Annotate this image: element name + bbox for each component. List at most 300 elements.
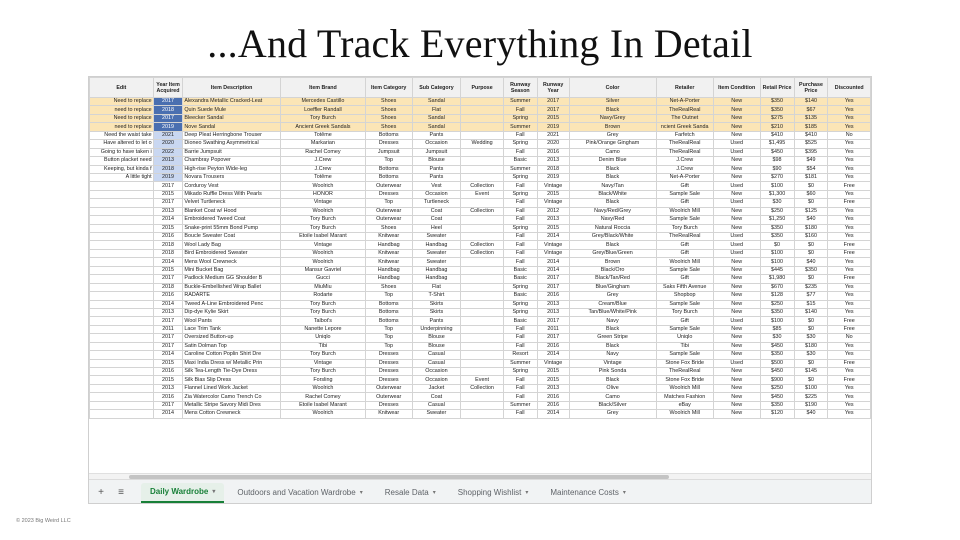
column-header[interactable]: Sub Category bbox=[412, 78, 461, 98]
cell-edit[interactable] bbox=[90, 182, 154, 190]
cell-purpose[interactable] bbox=[461, 114, 503, 122]
cell-purchase[interactable]: $410 bbox=[794, 131, 828, 139]
cell-purpose[interactable] bbox=[461, 393, 503, 401]
cell-desc[interactable]: Silk Tea-Length Tie-Dye Dress bbox=[183, 368, 281, 376]
cell-color[interactable]: Grey bbox=[569, 131, 656, 139]
cell-brand[interactable]: Woolrich bbox=[280, 182, 365, 190]
cell-desc[interactable]: Bleecker Sandal bbox=[183, 114, 281, 122]
cell-retail[interactable]: $450 bbox=[760, 393, 794, 401]
cell-purchase[interactable]: $125 bbox=[794, 207, 828, 215]
cell-purchase[interactable]: $77 bbox=[794, 292, 828, 300]
cell-purpose[interactable]: Collection bbox=[461, 182, 503, 190]
cell-cond[interactable]: New bbox=[713, 368, 760, 376]
cell-cat[interactable]: Knitwear bbox=[365, 410, 412, 418]
cell-cat[interactable]: Top bbox=[365, 292, 412, 300]
cell-edit[interactable]: Have altered to let o bbox=[90, 140, 154, 148]
cell-year[interactable]: 2019 bbox=[153, 123, 183, 131]
cell-year[interactable]: 2018 bbox=[153, 249, 183, 257]
cell-cat[interactable]: Top bbox=[365, 325, 412, 333]
cell-disc[interactable]: Yes bbox=[828, 98, 871, 106]
cell-color[interactable]: Grey bbox=[569, 410, 656, 418]
cell-sub[interactable]: Sandal bbox=[412, 114, 461, 122]
cell-year[interactable]: 2014 bbox=[153, 410, 183, 418]
cell-purpose[interactable] bbox=[461, 401, 503, 409]
cell-year[interactable]: 2017 bbox=[153, 199, 183, 207]
cell-color[interactable]: Tan/Blue/White/Pink bbox=[569, 308, 656, 316]
cell-season[interactable]: Fall bbox=[503, 131, 537, 139]
cell-edit[interactable] bbox=[90, 308, 154, 316]
cell-cond[interactable]: New bbox=[713, 123, 760, 131]
cell-disc[interactable]: Yes bbox=[828, 342, 871, 350]
cell-disc[interactable]: Yes bbox=[828, 173, 871, 181]
cell-cond[interactable]: New bbox=[713, 283, 760, 291]
cell-cond[interactable]: New bbox=[713, 131, 760, 139]
cell-season[interactable]: Basic bbox=[503, 275, 537, 283]
cell-season[interactable]: Fall bbox=[503, 376, 537, 384]
cell-purchase[interactable]: $0 bbox=[794, 182, 828, 190]
cell-cond[interactable]: Used bbox=[713, 249, 760, 257]
cell-retail[interactable]: $350 bbox=[760, 98, 794, 106]
cell-brand[interactable]: J.Crew bbox=[280, 165, 365, 173]
cell-retailer[interactable]: Gift bbox=[656, 275, 713, 283]
column-header[interactable]: Purpose bbox=[461, 78, 503, 98]
cell-season[interactable]: Fall bbox=[503, 106, 537, 114]
cell-season[interactable]: Fall bbox=[503, 216, 537, 224]
cell-season[interactable]: Spring bbox=[503, 368, 537, 376]
cell-color[interactable]: Black bbox=[569, 165, 656, 173]
cell-ryear[interactable]: 2018 bbox=[537, 165, 569, 173]
cell-retailer[interactable]: The Outnet bbox=[656, 114, 713, 122]
cell-retail[interactable]: $670 bbox=[760, 283, 794, 291]
cell-desc[interactable]: Embroidered Tweed Coat bbox=[183, 216, 281, 224]
cell-cond[interactable]: New bbox=[713, 410, 760, 418]
cell-season[interactable]: Summer bbox=[503, 165, 537, 173]
cell-desc[interactable]: Caroline Cotton Poplin Shirt Dre bbox=[183, 351, 281, 359]
cell-cat[interactable]: Dresses bbox=[365, 140, 412, 148]
cell-sub[interactable]: Occasion bbox=[412, 190, 461, 198]
cell-retail[interactable]: $350 bbox=[760, 401, 794, 409]
cell-purpose[interactable] bbox=[461, 275, 503, 283]
cell-retailer[interactable]: Sample Sale bbox=[656, 216, 713, 224]
cell-cat[interactable]: Handbag bbox=[365, 275, 412, 283]
cell-disc[interactable]: Yes bbox=[828, 224, 871, 232]
cell-year[interactable]: 2015 bbox=[153, 190, 183, 198]
cell-ryear[interactable]: 2017 bbox=[537, 317, 569, 325]
cell-sub[interactable]: Pants bbox=[412, 131, 461, 139]
cell-season[interactable]: Fall bbox=[503, 342, 537, 350]
cell-cat[interactable]: Bottoms bbox=[365, 173, 412, 181]
cell-edit[interactable]: need to replace bbox=[90, 106, 154, 114]
cell-purpose[interactable] bbox=[461, 165, 503, 173]
cell-edit[interactable]: Need to replace bbox=[90, 114, 154, 122]
cell-purchase[interactable]: $180 bbox=[794, 342, 828, 350]
cell-ryear[interactable]: 2017 bbox=[537, 283, 569, 291]
cell-desc[interactable]: Bird Embroidered Sweater bbox=[183, 249, 281, 257]
cell-retailer[interactable]: Saks Fifth Avenue bbox=[656, 283, 713, 291]
cell-purchase[interactable]: $60 bbox=[794, 190, 828, 198]
cell-disc[interactable]: Yes bbox=[828, 283, 871, 291]
column-header[interactable]: Runway Year bbox=[537, 78, 569, 98]
cell-purchase[interactable]: $0 bbox=[794, 199, 828, 207]
cell-sub[interactable]: Flat bbox=[412, 106, 461, 114]
cell-purpose[interactable] bbox=[461, 325, 503, 333]
cell-cat[interactable]: Dresses bbox=[365, 190, 412, 198]
cell-sub[interactable]: Blouse bbox=[412, 342, 461, 350]
sheet-tab[interactable] bbox=[376, 483, 445, 503]
cell-desc[interactable]: Alexandra Metallic Cracked-Leat bbox=[183, 98, 281, 106]
sheet-tab[interactable] bbox=[228, 483, 371, 503]
cell-edit[interactable] bbox=[90, 393, 154, 401]
cell-year[interactable]: 2014 bbox=[153, 351, 183, 359]
cell-cond[interactable]: New bbox=[713, 401, 760, 409]
cell-year[interactable]: 2014 bbox=[153, 258, 183, 266]
cell-brand[interactable]: Totême bbox=[280, 131, 365, 139]
cell-retailer[interactable]: Woolrich Mill bbox=[656, 384, 713, 392]
cell-year[interactable]: 2014 bbox=[153, 216, 183, 224]
cell-brand[interactable]: Rodarte bbox=[280, 292, 365, 300]
cell-brand[interactable]: Rachel Comey bbox=[280, 393, 365, 401]
cell-year[interactable]: 2016 bbox=[153, 368, 183, 376]
cell-edit[interactable] bbox=[90, 359, 154, 367]
cell-disc[interactable]: Yes bbox=[828, 157, 871, 165]
cell-retailer[interactable]: Uniqlo bbox=[656, 334, 713, 342]
cell-retail[interactable]: $85 bbox=[760, 325, 794, 333]
cell-retail[interactable]: $500 bbox=[760, 359, 794, 367]
cell-retail[interactable]: $450 bbox=[760, 342, 794, 350]
cell-purchase[interactable]: $0 bbox=[794, 275, 828, 283]
cell-desc[interactable]: Flannel Lined Work Jacket bbox=[183, 384, 281, 392]
cell-color[interactable]: Grey bbox=[569, 292, 656, 300]
cell-purchase[interactable]: $181 bbox=[794, 173, 828, 181]
cell-color[interactable]: Grey/Blue/Green bbox=[569, 249, 656, 257]
cell-ryear[interactable]: Vintage bbox=[537, 199, 569, 207]
cell-retailer[interactable]: Gift bbox=[656, 182, 713, 190]
cell-sub[interactable]: Handbag bbox=[412, 275, 461, 283]
cell-edit[interactable] bbox=[90, 233, 154, 241]
cell-disc[interactable]: Yes bbox=[828, 106, 871, 114]
cell-ryear[interactable]: 2015 bbox=[537, 376, 569, 384]
cell-edit[interactable]: A little tight bbox=[90, 173, 154, 181]
cell-cat[interactable]: Top bbox=[365, 199, 412, 207]
cell-retail[interactable]: $450 bbox=[760, 368, 794, 376]
cell-desc[interactable]: Novara Trousers bbox=[183, 173, 281, 181]
cell-ryear[interactable]: 2017 bbox=[537, 275, 569, 283]
cell-brand[interactable]: Loeffler Randall bbox=[280, 106, 365, 114]
cell-ryear[interactable]: 2013 bbox=[537, 157, 569, 165]
cell-cat[interactable]: Bottoms bbox=[365, 131, 412, 139]
cell-edit[interactable]: Need the waist take bbox=[90, 131, 154, 139]
grid-viewport[interactable] bbox=[89, 77, 872, 473]
cell-retailer[interactable]: Sample Sale bbox=[656, 300, 713, 308]
cell-retail[interactable]: $100 bbox=[760, 249, 794, 257]
cell-year[interactable]: 2021 bbox=[153, 131, 183, 139]
cell-edit[interactable] bbox=[90, 325, 154, 333]
cell-retail[interactable]: $1,495 bbox=[760, 140, 794, 148]
cell-brand[interactable]: Woolrich bbox=[280, 249, 365, 257]
cell-desc[interactable]: Barrie Jumpsuit bbox=[183, 148, 281, 156]
cell-retailer[interactable]: TheRealReal bbox=[656, 148, 713, 156]
cell-color[interactable]: Black/Silver bbox=[569, 401, 656, 409]
cell-color[interactable]: Black bbox=[569, 241, 656, 249]
cell-ryear[interactable]: Vintage bbox=[537, 359, 569, 367]
cell-purchase[interactable]: $54 bbox=[794, 165, 828, 173]
cell-ryear[interactable]: 2013 bbox=[537, 300, 569, 308]
cell-ryear[interactable]: 2017 bbox=[537, 334, 569, 342]
cell-cond[interactable]: New bbox=[713, 173, 760, 181]
cell-purchase[interactable]: $185 bbox=[794, 123, 828, 131]
cell-desc[interactable]: Dioneo Swathing Asymmetrical bbox=[183, 140, 281, 148]
cell-desc[interactable]: Zia Watercolor Camo Trench Co bbox=[183, 393, 281, 401]
cell-retailer[interactable]: Matches Fashion bbox=[656, 393, 713, 401]
cell-sub[interactable]: Sweater bbox=[412, 410, 461, 418]
cell-brand[interactable]: Tibi bbox=[280, 342, 365, 350]
cell-cond[interactable]: New bbox=[713, 384, 760, 392]
cell-sub[interactable]: Vest bbox=[412, 182, 461, 190]
cell-disc[interactable]: Yes bbox=[828, 114, 871, 122]
cell-purpose[interactable]: Event bbox=[461, 376, 503, 384]
cell-year[interactable]: 2018 bbox=[153, 106, 183, 114]
cell-sub[interactable]: Pants bbox=[412, 173, 461, 181]
cell-edit[interactable] bbox=[90, 241, 154, 249]
cell-desc[interactable]: Lace Trim Tank bbox=[183, 325, 281, 333]
cell-sub[interactable]: Pants bbox=[412, 317, 461, 325]
cell-season[interactable]: Summer bbox=[503, 123, 537, 131]
cell-year[interactable]: 2015 bbox=[153, 376, 183, 384]
cell-ryear[interactable]: 2014 bbox=[537, 266, 569, 274]
cell-edit[interactable] bbox=[90, 334, 154, 342]
cell-disc[interactable]: Yes bbox=[828, 190, 871, 198]
cell-sub[interactable]: Jumpsuit bbox=[412, 148, 461, 156]
cell-year[interactable]: 2017 bbox=[153, 182, 183, 190]
cell-retailer[interactable]: Shopbop bbox=[656, 292, 713, 300]
cell-disc[interactable]: Free bbox=[828, 199, 871, 207]
cell-retailer[interactable]: Farfetch bbox=[656, 131, 713, 139]
cell-purchase[interactable]: $135 bbox=[794, 114, 828, 122]
cell-sub[interactable]: Sandal bbox=[412, 123, 461, 131]
cell-sub[interactable]: Casual bbox=[412, 359, 461, 367]
cell-retail[interactable]: $900 bbox=[760, 376, 794, 384]
cell-retailer[interactable]: Stone Fox Bride bbox=[656, 376, 713, 384]
cell-purpose[interactable] bbox=[461, 233, 503, 241]
cell-retailer[interactable]: Gift bbox=[656, 199, 713, 207]
cell-retailer[interactable]: Woolrich Mill bbox=[656, 207, 713, 215]
cell-retail[interactable]: $98 bbox=[760, 157, 794, 165]
cell-brand[interactable]: Woolrich bbox=[280, 207, 365, 215]
cell-disc[interactable]: Yes bbox=[828, 233, 871, 241]
cell-purchase[interactable]: $225 bbox=[794, 393, 828, 401]
column-header[interactable]: Retailer bbox=[656, 78, 713, 98]
cell-ryear[interactable]: Vintage bbox=[537, 182, 569, 190]
column-header[interactable]: Year Item Acquired bbox=[153, 78, 183, 98]
cell-retail[interactable]: $410 bbox=[760, 131, 794, 139]
cell-purchase[interactable]: $350 bbox=[794, 266, 828, 274]
cell-retailer[interactable]: TheRealReal bbox=[656, 368, 713, 376]
cell-retail[interactable]: $100 bbox=[760, 258, 794, 266]
column-header[interactable]: Item Description bbox=[183, 78, 281, 98]
cell-season[interactable]: Fall bbox=[503, 182, 537, 190]
cell-sub[interactable]: Coat bbox=[412, 216, 461, 224]
cell-year[interactable]: 2014 bbox=[153, 300, 183, 308]
cell-purchase[interactable]: $0 bbox=[794, 241, 828, 249]
cell-cond[interactable]: New bbox=[713, 275, 760, 283]
cell-purchase[interactable]: $67 bbox=[794, 106, 828, 114]
cell-brand[interactable]: Vintage bbox=[280, 199, 365, 207]
cell-purpose[interactable] bbox=[461, 292, 503, 300]
cell-color[interactable]: Navy/Red bbox=[569, 216, 656, 224]
cell-year[interactable]: 2013 bbox=[153, 157, 183, 165]
cell-cond[interactable]: New bbox=[713, 266, 760, 274]
cell-edit[interactable] bbox=[90, 266, 154, 274]
cell-disc[interactable]: No bbox=[828, 334, 871, 342]
cell-retailer[interactable]: TheRealReal bbox=[656, 106, 713, 114]
cell-ryear[interactable]: 2016 bbox=[537, 401, 569, 409]
cell-purchase[interactable]: $140 bbox=[794, 98, 828, 106]
cell-year[interactable]: 2020 bbox=[153, 140, 183, 148]
cell-cond[interactable]: New bbox=[713, 342, 760, 350]
cell-color[interactable]: Black bbox=[569, 325, 656, 333]
cell-purchase[interactable]: $40 bbox=[794, 410, 828, 418]
cell-cat[interactable]: Dresses bbox=[365, 351, 412, 359]
cell-season[interactable]: Spring bbox=[503, 283, 537, 291]
cell-brand[interactable]: Totême bbox=[280, 173, 365, 181]
cell-retail[interactable]: $100 bbox=[760, 182, 794, 190]
cell-brand[interactable]: Uniqlo bbox=[280, 334, 365, 342]
cell-season[interactable]: Resort bbox=[503, 351, 537, 359]
cell-brand[interactable]: Talbot's bbox=[280, 317, 365, 325]
cell-color[interactable]: Pink Sonda bbox=[569, 368, 656, 376]
cell-ryear[interactable]: 2015 bbox=[537, 114, 569, 122]
cell-cond[interactable]: New bbox=[713, 376, 760, 384]
cell-cond[interactable]: Used bbox=[713, 233, 760, 241]
cell-purchase[interactable]: $15 bbox=[794, 300, 828, 308]
cell-sub[interactable]: Blouse bbox=[412, 334, 461, 342]
cell-retailer[interactable]: eBay bbox=[656, 401, 713, 409]
cell-edit[interactable] bbox=[90, 275, 154, 283]
cell-color[interactable]: Blue/Gingham bbox=[569, 283, 656, 291]
cell-purchase[interactable]: $100 bbox=[794, 384, 828, 392]
cell-ryear[interactable]: Vintage bbox=[537, 241, 569, 249]
cell-sub[interactable]: Handbag bbox=[412, 266, 461, 274]
cell-cond[interactable]: New bbox=[713, 106, 760, 114]
column-header[interactable]: Item Category bbox=[365, 78, 412, 98]
cell-retail[interactable]: $275 bbox=[760, 114, 794, 122]
cell-cat[interactable]: Shoes bbox=[365, 224, 412, 232]
cell-cond[interactable]: New bbox=[713, 114, 760, 122]
cell-sub[interactable]: Jacket bbox=[412, 384, 461, 392]
cell-edit[interactable] bbox=[90, 410, 154, 418]
cell-disc[interactable]: No bbox=[828, 131, 871, 139]
chevron-down-icon[interactable]: ▾ bbox=[432, 490, 436, 496]
cell-edit[interactable]: Keeping, but kinda f bbox=[90, 165, 154, 173]
cell-retailer[interactable]: Gift bbox=[656, 249, 713, 257]
column-header[interactable]: Color bbox=[569, 78, 656, 98]
cell-brand[interactable]: Woolrich bbox=[280, 410, 365, 418]
cell-retailer[interactable]: ncient Greek Sanda bbox=[656, 123, 713, 131]
cell-disc[interactable]: Yes bbox=[828, 300, 871, 308]
cell-disc[interactable]: Yes bbox=[828, 207, 871, 215]
cell-purchase[interactable]: $140 bbox=[794, 308, 828, 316]
cell-disc[interactable]: Yes bbox=[828, 140, 871, 148]
cell-year[interactable]: 2017 bbox=[153, 342, 183, 350]
cell-sub[interactable]: Sandal bbox=[412, 98, 461, 106]
cell-cat[interactable]: Handbag bbox=[365, 266, 412, 274]
cell-season[interactable]: Fall bbox=[503, 148, 537, 156]
cell-season[interactable]: Summer bbox=[503, 98, 537, 106]
cell-season[interactable]: Fall bbox=[503, 325, 537, 333]
cell-purchase[interactable]: $235 bbox=[794, 283, 828, 291]
cell-disc[interactable]: Free bbox=[828, 182, 871, 190]
cell-purchase[interactable]: $30 bbox=[794, 351, 828, 359]
cell-cond[interactable]: Used bbox=[713, 359, 760, 367]
cell-retail[interactable]: $250 bbox=[760, 300, 794, 308]
cell-purchase[interactable]: $190 bbox=[794, 401, 828, 409]
cell-season[interactable]: Fall bbox=[503, 207, 537, 215]
cell-sub[interactable]: Flat bbox=[412, 283, 461, 291]
cell-cond[interactable]: Used bbox=[713, 182, 760, 190]
add-sheet-button[interactable]: + bbox=[98, 487, 104, 498]
cell-disc[interactable]: Yes bbox=[828, 123, 871, 131]
cell-cat[interactable]: Dresses bbox=[365, 368, 412, 376]
cell-retail[interactable]: $30 bbox=[760, 334, 794, 342]
cell-desc[interactable]: Mini Bucket Bag bbox=[183, 266, 281, 274]
cell-year[interactable]: 2013 bbox=[153, 384, 183, 392]
cell-desc[interactable]: Maxi India Dress w/ Metallic Prin bbox=[183, 359, 281, 367]
cell-season[interactable]: Spring bbox=[503, 173, 537, 181]
cell-sub[interactable]: Pants bbox=[412, 165, 461, 173]
cell-purchase[interactable]: $160 bbox=[794, 233, 828, 241]
cell-edit[interactable] bbox=[90, 384, 154, 392]
cell-cat[interactable]: Shoes bbox=[365, 98, 412, 106]
cell-purchase[interactable]: $30 bbox=[794, 334, 828, 342]
cell-color[interactable]: Camo bbox=[569, 148, 656, 156]
cell-disc[interactable]: Free bbox=[828, 275, 871, 283]
cell-retail[interactable]: $350 bbox=[760, 233, 794, 241]
cell-cat[interactable]: Bottoms bbox=[365, 300, 412, 308]
cell-retailer[interactable]: Tibi bbox=[656, 342, 713, 350]
cell-brand[interactable]: Woolrich bbox=[280, 258, 365, 266]
cell-disc[interactable]: Free bbox=[828, 249, 871, 257]
cell-edit[interactable] bbox=[90, 249, 154, 257]
cell-purpose[interactable] bbox=[461, 224, 503, 232]
cell-ryear[interactable]: Vintage bbox=[537, 249, 569, 257]
cell-season[interactable]: Spring bbox=[503, 114, 537, 122]
all-sheets-menu-icon[interactable]: ≡ bbox=[118, 487, 124, 498]
cell-retail[interactable]: $250 bbox=[760, 207, 794, 215]
cell-cond[interactable]: New bbox=[713, 308, 760, 316]
cell-brand[interactable]: Woolrich bbox=[280, 384, 365, 392]
cell-sub[interactable]: Casual bbox=[412, 401, 461, 409]
cell-ryear[interactable]: 2014 bbox=[537, 258, 569, 266]
cell-purchase[interactable]: $40 bbox=[794, 216, 828, 224]
cell-color[interactable]: Olive bbox=[569, 384, 656, 392]
cell-color[interactable]: Navy/Red/Grey bbox=[569, 207, 656, 215]
cell-brand[interactable]: Tory Burch bbox=[280, 368, 365, 376]
cell-disc[interactable]: Yes bbox=[828, 393, 871, 401]
cell-purpose[interactable] bbox=[461, 216, 503, 224]
cell-cond[interactable]: New bbox=[713, 292, 760, 300]
cell-retail[interactable]: $120 bbox=[760, 410, 794, 418]
column-header[interactable]: Edit bbox=[90, 78, 154, 98]
cell-edit[interactable] bbox=[90, 368, 154, 376]
cell-cat[interactable]: Outerwear bbox=[365, 182, 412, 190]
cell-disc[interactable]: Yes bbox=[828, 266, 871, 274]
column-header[interactable]: Discounted bbox=[828, 78, 871, 98]
cell-cond[interactable]: Used bbox=[713, 148, 760, 156]
cell-ryear[interactable]: 2013 bbox=[537, 384, 569, 392]
cell-retail[interactable]: $450 bbox=[760, 148, 794, 156]
cell-purpose[interactable] bbox=[461, 98, 503, 106]
cell-season[interactable]: Spring bbox=[503, 140, 537, 148]
